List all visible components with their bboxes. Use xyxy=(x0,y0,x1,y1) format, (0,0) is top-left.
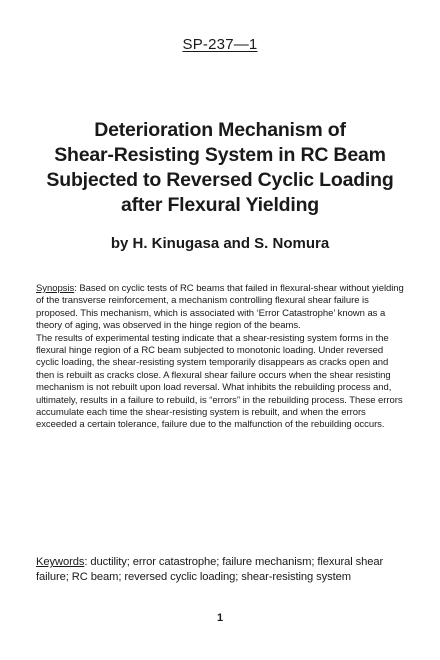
authors: by H. Kinugasa and S. Nomura xyxy=(110,235,330,252)
keywords xyxy=(36,555,412,585)
synopsis-label: Synopsis xyxy=(36,283,75,294)
paper-id xyxy=(0,36,440,53)
title-line: after Flexural Yielding xyxy=(120,194,320,216)
paper-title xyxy=(20,118,420,218)
page-number: 1 xyxy=(216,612,224,624)
synopsis-paragraph-2: The results of experimental testing indicate that a shear-resisting system forms in the flexural hinge region of a RC beam subjected to monotonic loading. Under reversed cyclic loading, the shear-resisting system temporarily disappears as cracks open and then is rebuilt as cracks close. A flexural shear failure occurs when the shear resisting mechanism is not rebuilt upon load reversal. What inhibits the rebuilding process and, ultimately, results in a failure to rebuild, is “errors” in the rebuilding process. These errors accumulate each time the shear-resisting system is rebuilt, and when the errors exceeded a certain tolerance, failure due to the malfunction of the rebuilding occurs. xyxy=(36,332,403,431)
title-line: Shear-Resisting System in RC Beam xyxy=(54,144,386,166)
synopsis xyxy=(36,283,408,432)
paper-id-text: SP-237—1 xyxy=(182,36,258,53)
synopsis-text-1: : Based on cyclic tests of RC beams that failed in flexural-shear without yielding of the transverse reinforcement, a mechanism controlling flexural shear failure is proposed. This mechanism, which is associated with ‘Error Catastrophe’ known as a theory of aging, was observed in the hinge region of the beams. xyxy=(36,283,404,332)
keywords-label: Keywords xyxy=(36,556,85,568)
synopsis-paragraph-1 xyxy=(36,283,408,333)
title-line: Deterioration Mechanism of xyxy=(94,119,346,141)
keywords-text: : ductility; error catastrophe; failure mechanism; flexural shear failure; RC beam; reversed cyclic loading; shear-resisting system xyxy=(36,556,384,583)
title-line: Subjected to Reversed Cyclic Loading xyxy=(46,169,394,191)
